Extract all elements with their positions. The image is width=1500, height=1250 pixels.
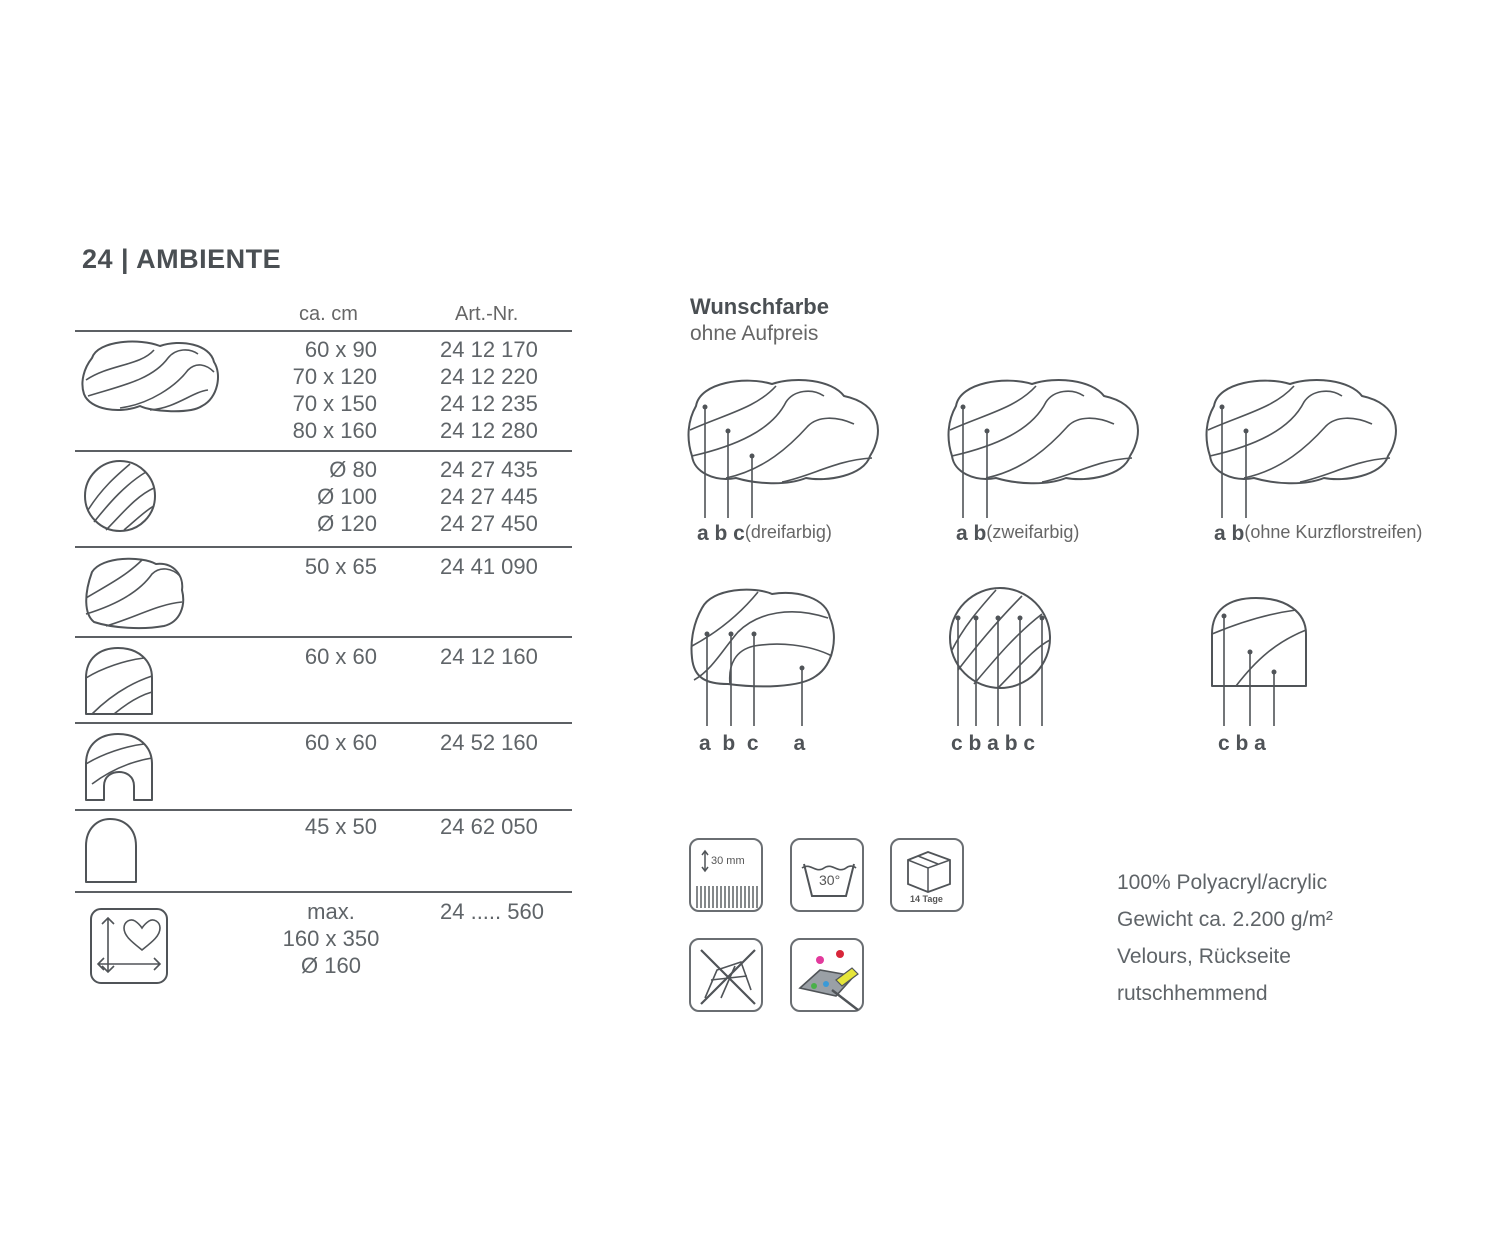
size-value: 80 x 160	[292, 418, 377, 443]
color-zone-diagram-no-stripes	[1204, 374, 1404, 520]
article-list	[440, 456, 580, 537]
arch-rug-icon	[82, 644, 156, 718]
table-divider	[75, 636, 572, 638]
size-value: 70 x 120	[292, 364, 377, 389]
size-value: 50 x 65	[304, 554, 377, 579]
article-number: 24 27 445	[440, 484, 538, 509]
article-number: 24 ..... 560	[440, 899, 544, 924]
stain-cleaning-icon	[790, 938, 864, 1012]
zone-letters: a b c a	[699, 732, 806, 755]
zone-note: (zweifarbig)	[986, 522, 1080, 542]
size-value: 160 x 350	[282, 926, 380, 951]
color-zone-diagram-arch	[1206, 594, 1316, 728]
delivery-time-label: 14 Tage	[910, 894, 943, 904]
page-title: 24 | AMBIENTE	[82, 244, 282, 274]
no-lounger-icon	[689, 938, 763, 1012]
table-divider	[75, 546, 572, 548]
size-list	[250, 456, 377, 537]
wunschfarbe-subtitle: ohne Aufpreis	[690, 322, 819, 345]
article-number: 24 12 235	[440, 391, 538, 416]
wave-oval-rug-icon	[80, 336, 222, 416]
zone-letters: a b (ohne Kurzflorstreifen)	[1214, 522, 1423, 545]
color-zone-diagram-small-wave	[688, 584, 838, 728]
article-number: 24 12 170	[440, 337, 538, 362]
article-number: 24 12 160	[440, 644, 538, 669]
size-value: Ø 160	[301, 953, 361, 978]
material-composition: 100% Polyacryl/acrylic	[1117, 871, 1328, 894]
article-number: 24 62 050	[440, 814, 538, 839]
article-number: 24 41 090	[440, 554, 538, 579]
wunschfarbe-title: Wunschfarbe	[690, 294, 829, 319]
zone-letters: c b a	[1218, 732, 1266, 755]
article-column-header: Art.-Nr.	[455, 303, 519, 325]
article-number: 24 27 435	[440, 457, 538, 482]
zone-letters: c b a b c	[951, 732, 1036, 755]
wash-30-icon	[790, 838, 864, 912]
size-value: 45 x 50	[304, 814, 377, 839]
size-value: max.	[307, 899, 355, 924]
table-divider	[75, 450, 572, 452]
zone-letters: a b (zweifarbig)	[956, 522, 1080, 545]
size-value: Ø 120	[317, 511, 377, 536]
wave-round-rug-icon	[82, 458, 160, 536]
table-divider	[75, 809, 572, 811]
material-backing-note: rutschhemmend	[1117, 982, 1268, 1005]
size-list	[250, 898, 412, 979]
material-backing: Velours, Rückseite	[1117, 945, 1291, 968]
article-number: 24 27 450	[440, 511, 538, 536]
pile-height-icon	[689, 838, 763, 912]
size-value: 70 x 150	[292, 391, 377, 416]
size-value: Ø 100	[317, 484, 377, 509]
article-number: 24 12 280	[440, 418, 538, 443]
material-weight: Gewicht ca. 2.200 g/m²	[1117, 908, 1333, 931]
size-value: Ø 80	[329, 457, 377, 482]
article-number: 24 52 160	[440, 730, 538, 755]
custom-size-heart-icon	[88, 906, 170, 986]
color-zone-diagram-round	[944, 584, 1060, 728]
dome-rug-icon	[82, 816, 140, 888]
zone-note: (ohne Kurzflorstreifen)	[1244, 522, 1423, 542]
zone-note: (dreifarbig)	[744, 522, 832, 542]
size-value: 60 x 90	[304, 337, 377, 362]
wave-small-rug-icon	[82, 554, 186, 630]
color-zone-diagram-two-color	[946, 374, 1146, 520]
size-list	[250, 336, 377, 444]
article-list	[440, 336, 580, 444]
table-divider	[75, 891, 572, 893]
color-zone-diagram-three-color	[686, 374, 886, 520]
article-number: 24 12 220	[440, 364, 538, 389]
size-value: 60 x 60	[304, 644, 377, 669]
table-divider	[75, 722, 572, 724]
delivery-box-icon	[890, 838, 964, 912]
zone-letters: a b c (dreifarbig)	[697, 522, 832, 545]
pile-height-label: 30 mm	[711, 855, 745, 867]
wash-temp-label: 30°	[819, 872, 841, 888]
size-value: 60 x 60	[304, 730, 377, 755]
size-column-header: ca. cm	[299, 303, 358, 325]
table-divider	[75, 330, 572, 332]
arch-cutout-rug-icon	[82, 730, 156, 804]
